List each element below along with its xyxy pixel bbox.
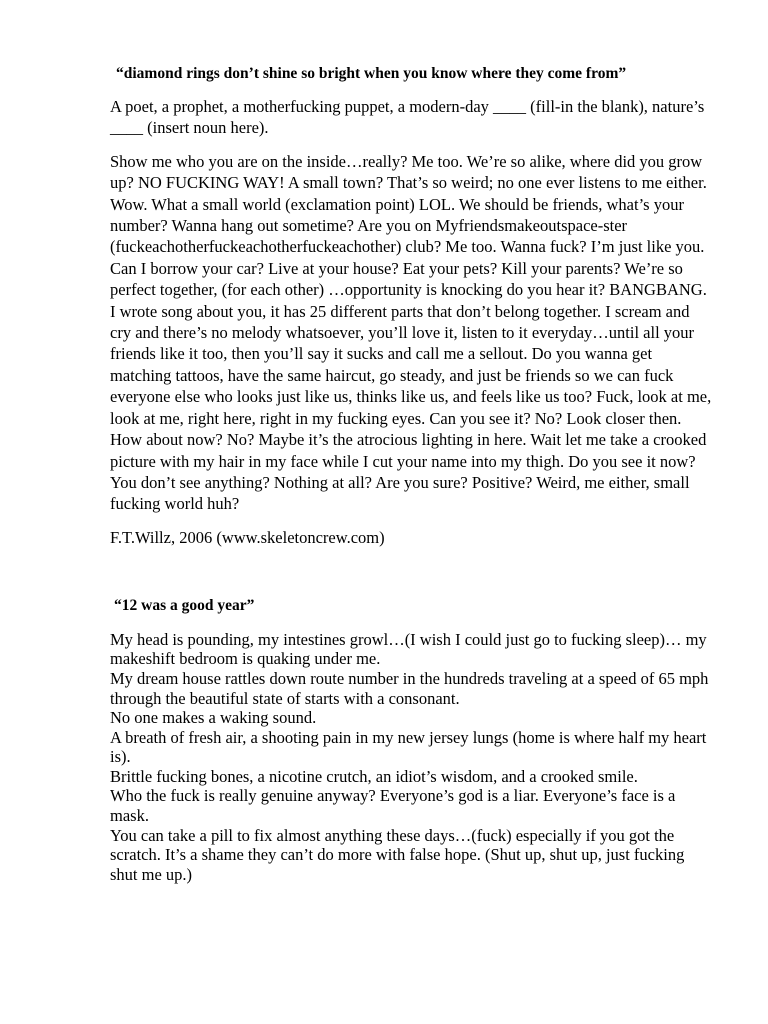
poem2-line: You can take a pill to fix almost anything these days…(fuck) especially if you got the scratch. It’s a shame they can’t do more with false hope. (Shut up, shut up, just fucking shut me up.) bbox=[110, 825, 685, 884]
poem1-credit: F.T.Willz, 2006 (www.skeletoncrew.com) bbox=[110, 527, 385, 547]
poem2-line: A breath of fresh air, a shooting pain in my new jersey lungs (home is where half my heart is). bbox=[110, 727, 707, 767]
poem1-title: “diamond rings don’t shine so bright when you know where they come from” bbox=[116, 65, 627, 82]
poem1-paragraph: A poet, a prophet, a motherfucking puppet, a modern-day ____ (fill-in the blank), nature’s ____ (insert noun here). bbox=[110, 97, 705, 138]
poem2-line: My head is pounding, my intestines growl…(I wish I could just go to fucking sleep)… my makeshift bedroom is quaking under me. bbox=[110, 629, 707, 669]
poem2-line: My dream house rattles down route number in the hundreds traveling at a speed of 65 mph through the beautiful state of starts with a consonant. bbox=[110, 668, 709, 708]
poem2-line: Brittle fucking bones, a nicotine crutch, an idiot’s wisdom, and a crooked smile. bbox=[110, 766, 638, 786]
poem2-line: No one makes a waking sound. bbox=[110, 708, 317, 728]
poem2-title: “12 was a good year” bbox=[114, 596, 255, 614]
poem2-line: Who the fuck is really genuine anyway? Everyone’s god is a liar. Everyone’s face is a mask. bbox=[110, 786, 676, 826]
document-page bbox=[110, 64, 714, 884]
poem1-paragraph: Show me who you are on the inside…really? Me too. We’re so alike, where did you grow up? NO FUCKING WAY! A small town? That’s so weird; no one ever listens to me either. Wow. What a small world (exclamation point) LOL. We should be friends, what’s your number? Wanna hang out sometime? Are you on Myfriendsmakeoutspace-ster (fuckeachotherfuckeachotherfuckeachother) club? Me too. Wanna fuck? I’m just like you. Can I borrow your car? Live at your house? Eat your pets? Kill your parents? We’re so perfect together, (for each other) …opportunity is knocking do you hear it? BANGBANG. I wrote song about you, it has 25 different parts that don’t belong together. I scream and cry and there’s no melody whatsoever, you’ll love it, listen to it everyday…until all your friends like it too, then you’ll say it sucks and call me a sellout. Do you wanna get matching tattoos, have the same haircut, go steady, and just be friends so we can fuck everyone else who looks just like us, thinks like us, and feels like us too? Fuck, look at me, look at me, right here, right in my fucking eyes. Can you see it? No? Look closer then. How about now? No? Maybe it’s the atrocious lighting in here. Wait let me take a crooked picture with my hair in my face while I cut your name into my thigh. Do you see it now? You don’t see anything? Nothing at all? Are you sure? Positive? Weird, me either, small fucking world huh? bbox=[110, 151, 712, 514]
